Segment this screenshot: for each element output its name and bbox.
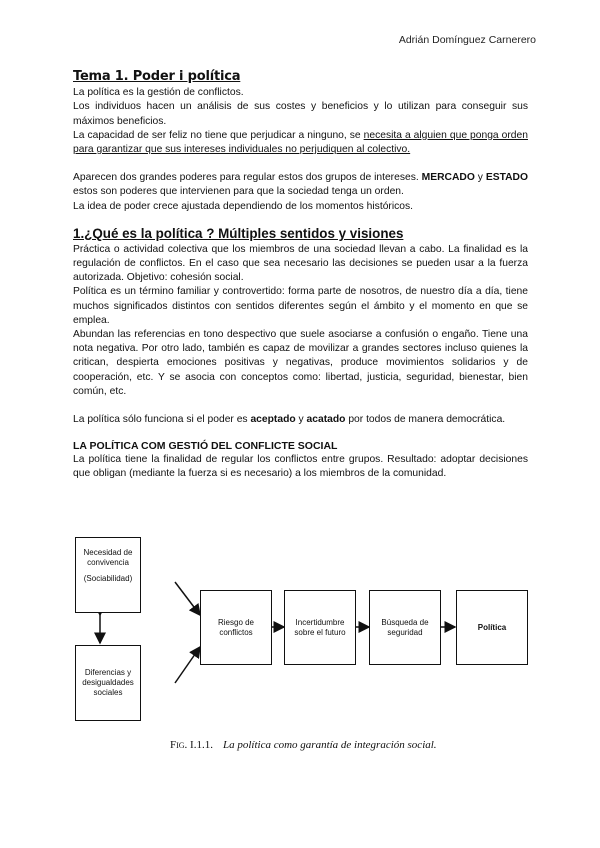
bold-term-estado: ESTADO (485, 172, 528, 184)
box-riesgo-conflictos (200, 590, 272, 665)
paragraph: Los individuos hacen un análisis de sus costes y beneficios y lo utilizan para conseguir sus máximos beneficios. (73, 101, 528, 127)
text-run: Aparecen dos grandes poderes para regular estos dos grupos de intereses. (73, 172, 422, 184)
paragraph (73, 129, 528, 157)
arrow-necesidad-riesgo (175, 582, 200, 615)
bold-term-mercado: MERCADO (421, 172, 475, 184)
text-run: y (474, 172, 486, 184)
box-label: Búsqueda de seguridad (381, 617, 429, 637)
flow-diagram (72, 535, 532, 755)
figure-description: La política como garantía de integración social. (222, 739, 437, 751)
figure-caption (170, 739, 437, 751)
arrow-diferencias-riesgo (175, 647, 200, 683)
bold-term-acatado: acatado (306, 414, 346, 426)
box-label: Riesgo de conflictos (217, 617, 255, 637)
paragraph: La política tiene la finalidad de regular los conflictos entre grupos. Resultado: adoptar decisiones que obligan (mediante la fuerza si es necesario) a los miembros de la comunidad. (73, 454, 528, 480)
box-label: Política (477, 622, 507, 632)
paragraph: La política es la gestión de conflictos. (73, 87, 244, 99)
box-label: (Sociabilidad) (83, 574, 133, 583)
box-label: Incertidumbre sobre el futuro (294, 617, 346, 637)
figure-number: Fig. I.1.1. (170, 739, 213, 751)
paragraph: La idea de poder crece ajustada dependiendo de los momentos históricos. (73, 200, 414, 212)
box-label: Diferencias y desigualdades sociales (82, 668, 134, 697)
box-busqueda-seguridad (369, 590, 441, 665)
box-label: Necesidad de convivencia (83, 548, 133, 567)
box-diferencias-sociales (75, 645, 141, 721)
paragraph: Práctica o actividad colectiva que los miembros de una sociedad llevan a cabo. La finalidad es la regulación de conflictos. En el caso que sea necesario las decisiones se pueden usar a la fuerza autorizada. Objetivo: cohesión social. (73, 243, 528, 284)
heading-text: 1.¿Qué es la política ? Múltiples sentidos y visiones (73, 225, 404, 241)
document-body (73, 70, 528, 482)
author-name: Adrián Domínguez Carnerero (398, 34, 536, 46)
topic-title: Tema 1. Poder i política (73, 69, 241, 84)
bold-term-aceptado: aceptado (250, 414, 296, 426)
paragraph: Abundan las referencias en tono despectivo que suele asociarse a confusión o engaño. Tiene una nota negativa. Por otro lado, también es capaz de movilizar a grandes sectores incluso quienes la critican, despierta emociones positivas y negativas, produce movimientos solidarios y de cooperación, etc. Y se asocia con conceptos como: libertad, justicia, seguridad, bienestar, bien común, etc. (73, 329, 528, 397)
text-run: y (295, 414, 307, 426)
subsection-heading: LA POLÍTICA COM GESTIÓ DEL CONFLICTE SOCIAL (73, 440, 338, 453)
box-politica (456, 590, 528, 665)
paragraph (73, 171, 528, 199)
section-heading (73, 225, 528, 242)
box-necesidad-convivencia (75, 537, 141, 613)
box-incertidumbre (284, 590, 356, 665)
text-run: La capacidad de ser feliz no tiene que perjudicar a ninguno, se (73, 129, 364, 141)
paragraph: Política es un término familiar y controvertido: forma parte de nosotros, de nuestro día a día, tiene muchos significados distintos con sentidos diferentes según el ámbito y el momento en que se emplea. (73, 286, 528, 326)
text-run: La política sólo funciona si el poder es (73, 414, 251, 426)
text-run: por todos de manera democrática. (345, 414, 506, 426)
paragraph (73, 413, 528, 427)
text-run: estos son poderes que intervienen para que la sociedad tenga un orden. (73, 186, 404, 198)
underlined-text: necesita a alguien que ponga orden para garantizar que sus intereses individuales no perjudiquen al colectivo. (73, 129, 528, 156)
